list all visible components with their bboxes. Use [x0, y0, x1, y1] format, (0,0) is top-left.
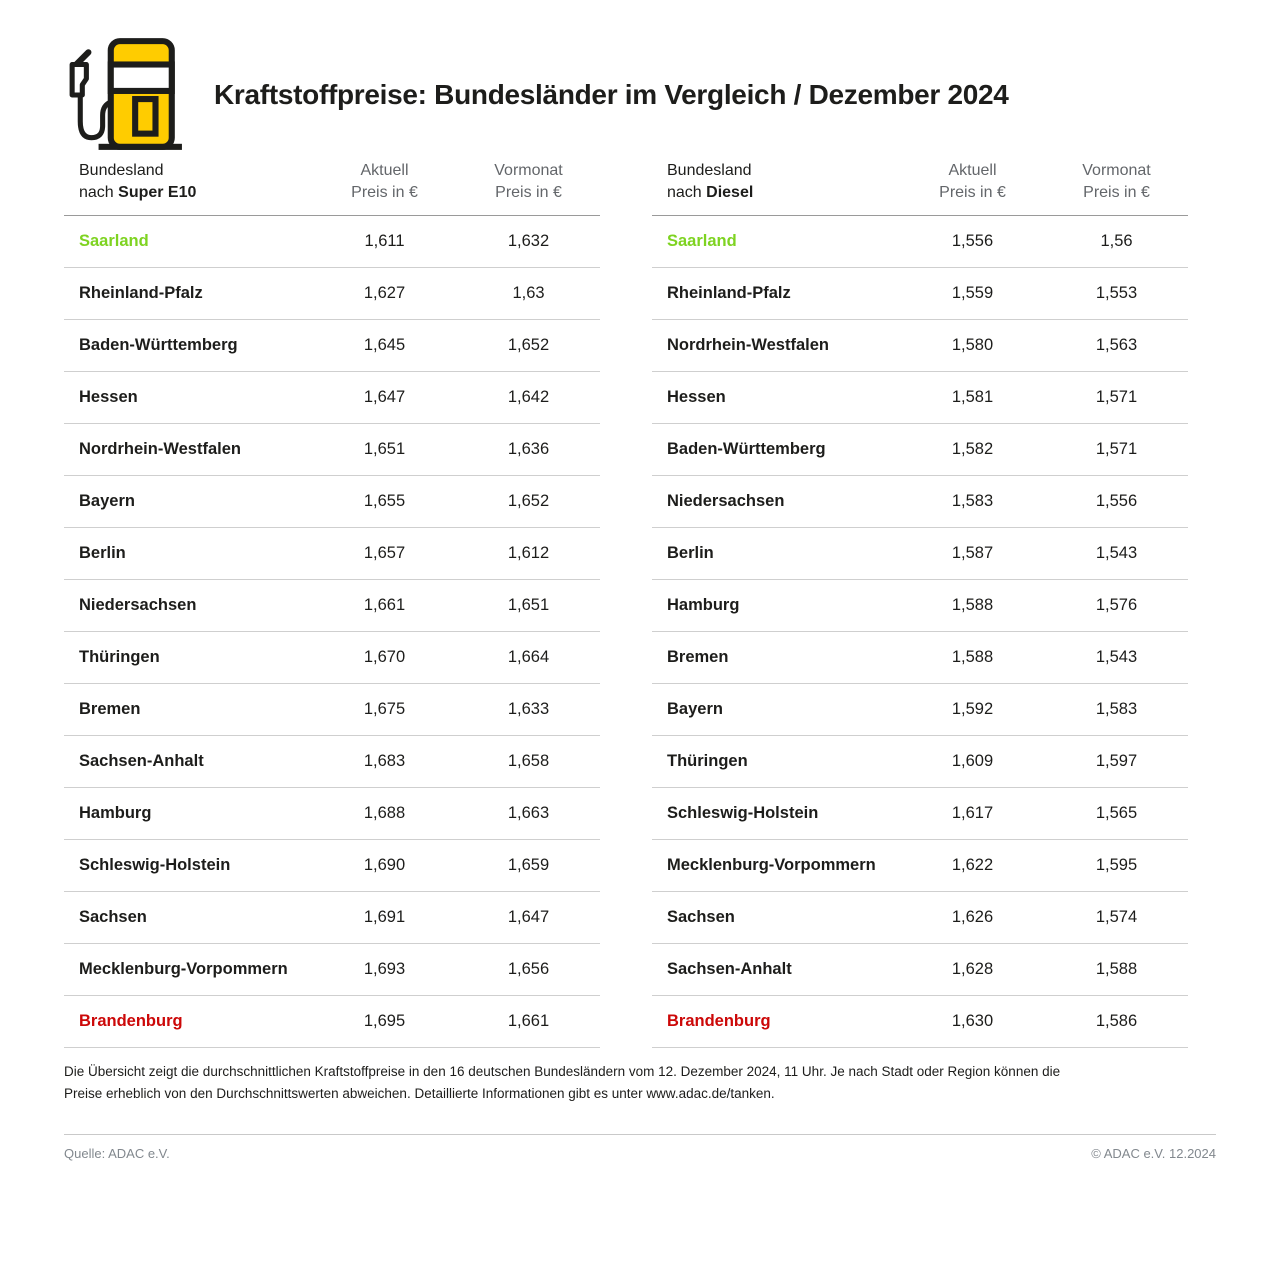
table-row	[64, 268, 600, 320]
state-name: Sachsen	[79, 908, 147, 926]
state-name: Sachsen	[667, 908, 735, 926]
footnote-line: Die Übersicht zeigt die durchschnittlichen Kraftstoffpreise in den 16 deutschen Bundesländern vom 12. Dezember 2024, 11 Uhr. Je nach Stadt oder Region können die	[64, 1064, 1061, 1079]
state-name: Schleswig-Holstein	[667, 804, 819, 822]
state-name: Rheinland-Pfalz	[667, 284, 791, 302]
price-vormonat: 1,565	[1095, 804, 1138, 822]
price-vormonat: 1,576	[1095, 596, 1138, 614]
price-aktuell: 1,651	[363, 440, 406, 458]
table-row	[64, 684, 600, 736]
price-aktuell: 1,559	[951, 284, 994, 302]
state-name: Rheinland-Pfalz	[79, 284, 203, 302]
state-name: Saarland	[79, 232, 149, 250]
table-body	[652, 216, 1188, 1048]
price-aktuell: 1,588	[951, 648, 994, 666]
table-super-e10	[64, 160, 600, 1048]
table-row	[64, 840, 600, 892]
state-name: Sachsen-Anhalt	[79, 752, 204, 770]
price-vormonat: 1,652	[507, 336, 550, 354]
table-row	[652, 684, 1188, 736]
price-vormonat: 1,571	[1095, 388, 1138, 406]
state-name: Hamburg	[667, 596, 740, 614]
source-credit: Quelle: ADAC e.V.	[64, 1146, 170, 1161]
price-vormonat: 1,556	[1095, 492, 1138, 510]
price-vormonat: 1,63	[512, 284, 545, 302]
price-aktuell: 1,693	[363, 960, 406, 978]
price-vormonat: 1,632	[507, 232, 550, 250]
table-row	[652, 840, 1188, 892]
price-vormonat: 1,597	[1095, 752, 1138, 770]
state-name: Saarland	[667, 232, 737, 250]
state-name: Niedersachsen	[667, 492, 785, 510]
header	[64, 0, 1216, 128]
price-aktuell: 1,675	[363, 700, 406, 718]
fuel-pump-icon	[64, 34, 186, 156]
state-name: Hessen	[79, 388, 138, 406]
price-aktuell: 1,611	[364, 232, 405, 250]
table-row	[64, 476, 600, 528]
table-row	[64, 892, 600, 944]
price-aktuell: 1,626	[951, 908, 994, 926]
price-aktuell: 1,647	[363, 388, 406, 406]
column-header-vormonat: Vormonat Preis in €	[494, 162, 563, 201]
price-aktuell: 1,617	[951, 804, 994, 822]
price-aktuell: 1,690	[363, 856, 406, 874]
state-name: Nordrhein-Westfalen	[79, 440, 241, 458]
table-row	[652, 216, 1188, 268]
price-aktuell: 1,627	[363, 284, 406, 302]
table-row	[652, 580, 1188, 632]
table-row	[652, 736, 1188, 788]
price-vormonat: 1,553	[1095, 284, 1138, 302]
price-aktuell: 1,587	[951, 544, 994, 562]
price-vormonat: 1,588	[1095, 960, 1138, 978]
price-vormonat: 1,664	[507, 648, 550, 666]
table-row	[652, 528, 1188, 580]
price-vormonat: 1,586	[1095, 1012, 1138, 1030]
table-row	[64, 372, 600, 424]
price-aktuell: 1,661	[363, 596, 406, 614]
price-aktuell: 1,630	[951, 1012, 994, 1030]
fuel-type-label: Super E10	[118, 184, 197, 201]
column-header-aktuell: Aktuell Preis in €	[351, 162, 418, 201]
state-name: Sachsen-Anhalt	[667, 960, 792, 978]
price-vormonat: 1,563	[1095, 336, 1138, 354]
table-row	[652, 892, 1188, 944]
table-header	[64, 160, 600, 216]
footnote	[64, 1061, 1216, 1105]
state-name: Hessen	[667, 388, 726, 406]
table-row	[64, 580, 600, 632]
table-row	[64, 528, 600, 580]
table-row	[64, 424, 600, 476]
state-name: Niedersachsen	[79, 596, 197, 614]
table-row	[652, 268, 1188, 320]
price-aktuell: 1,588	[951, 596, 994, 614]
table-row	[64, 996, 600, 1048]
table-row	[64, 632, 600, 684]
table-row	[652, 476, 1188, 528]
table-header	[652, 160, 1188, 216]
column-header-bundesland: Bundesland nach Diesel	[667, 162, 754, 201]
state-name: Baden-Württemberg	[79, 336, 238, 354]
price-aktuell: 1,580	[951, 336, 994, 354]
price-vormonat: 1,636	[507, 440, 550, 458]
state-name: Berlin	[79, 544, 126, 562]
table-row	[64, 944, 600, 996]
price-aktuell: 1,645	[363, 336, 406, 354]
price-vormonat: 1,658	[507, 752, 550, 770]
price-aktuell: 1,622	[951, 856, 994, 874]
price-vormonat: 1,663	[507, 804, 550, 822]
price-aktuell: 1,657	[363, 544, 406, 562]
price-vormonat: 1,543	[1095, 544, 1138, 562]
price-vormonat: 1,583	[1095, 700, 1138, 718]
state-name: Hamburg	[79, 804, 152, 822]
fuel-type-label: Diesel	[706, 184, 754, 201]
price-vormonat: 1,574	[1095, 908, 1138, 926]
price-vormonat: 1,612	[507, 544, 550, 562]
price-vormonat: 1,652	[507, 492, 550, 510]
page-title: Kraftstoffpreise: Bundesländer im Vergleich / Dezember 2024	[214, 78, 1009, 110]
state-name: Berlin	[667, 544, 714, 562]
price-vormonat: 1,595	[1095, 856, 1138, 874]
footnote-line: Preise erheblich von den Durchschnittswerten abweichen. Detaillierte Informationen gibt es unter www.adac.de/tanken.	[64, 1086, 775, 1101]
price-aktuell: 1,670	[363, 648, 406, 666]
table-row	[652, 424, 1188, 476]
price-aktuell: 1,628	[951, 960, 994, 978]
table-row	[652, 788, 1188, 840]
tables-container	[64, 160, 1216, 1048]
state-name: Nordrhein-Westfalen	[667, 336, 829, 354]
column-header-aktuell: Aktuell Preis in €	[939, 162, 1006, 201]
state-name: Brandenburg	[667, 1012, 771, 1030]
state-name: Thüringen	[79, 648, 160, 666]
price-aktuell: 1,582	[951, 440, 994, 458]
footer	[64, 1134, 1216, 1161]
price-aktuell: 1,592	[951, 700, 994, 718]
price-vormonat: 1,56	[1100, 232, 1133, 250]
table-row	[652, 372, 1188, 424]
state-name: Mecklenburg-Vorpommern	[79, 960, 288, 978]
price-vormonat: 1,543	[1095, 648, 1138, 666]
copyright-notice: © ADAC e.V. 12.2024	[1091, 1146, 1216, 1161]
state-name: Schleswig-Holstein	[79, 856, 231, 874]
state-name: Bayern	[79, 492, 135, 510]
price-aktuell: 1,581	[951, 388, 994, 406]
price-aktuell: 1,691	[363, 908, 406, 926]
price-vormonat: 1,642	[507, 388, 550, 406]
table-row	[64, 320, 600, 372]
price-aktuell: 1,695	[363, 1012, 406, 1030]
state-name: Brandenburg	[79, 1012, 183, 1030]
state-name: Bayern	[667, 700, 723, 718]
price-vormonat: 1,647	[507, 908, 550, 926]
state-name: Baden-Württemberg	[667, 440, 826, 458]
price-aktuell: 1,655	[363, 492, 406, 510]
state-name: Bremen	[667, 648, 729, 666]
table-row	[652, 944, 1188, 996]
price-vormonat: 1,633	[507, 700, 550, 718]
price-aktuell: 1,688	[363, 804, 406, 822]
table-row	[64, 788, 600, 840]
price-vormonat: 1,651	[507, 596, 550, 614]
price-vormonat: 1,659	[507, 856, 550, 874]
table-row	[64, 216, 600, 268]
state-name: Bremen	[79, 700, 141, 718]
state-name: Thüringen	[667, 752, 748, 770]
table-body	[64, 216, 600, 1048]
price-aktuell: 1,556	[951, 232, 994, 250]
price-aktuell: 1,609	[951, 752, 994, 770]
column-header-bundesland: Bundesland nach Super E10	[79, 162, 197, 201]
table-diesel	[652, 160, 1188, 1048]
table-row	[652, 632, 1188, 684]
price-vormonat: 1,661	[507, 1012, 550, 1030]
price-aktuell: 1,683	[363, 752, 406, 770]
price-vormonat: 1,571	[1095, 440, 1138, 458]
price-vormonat: 1,656	[507, 960, 550, 978]
price-aktuell: 1,583	[951, 492, 994, 510]
table-row	[652, 320, 1188, 372]
table-row	[64, 736, 600, 788]
column-header-vormonat: Vormonat Preis in €	[1082, 162, 1151, 201]
state-name: Mecklenburg-Vorpommern	[667, 856, 876, 874]
table-row	[652, 996, 1188, 1048]
